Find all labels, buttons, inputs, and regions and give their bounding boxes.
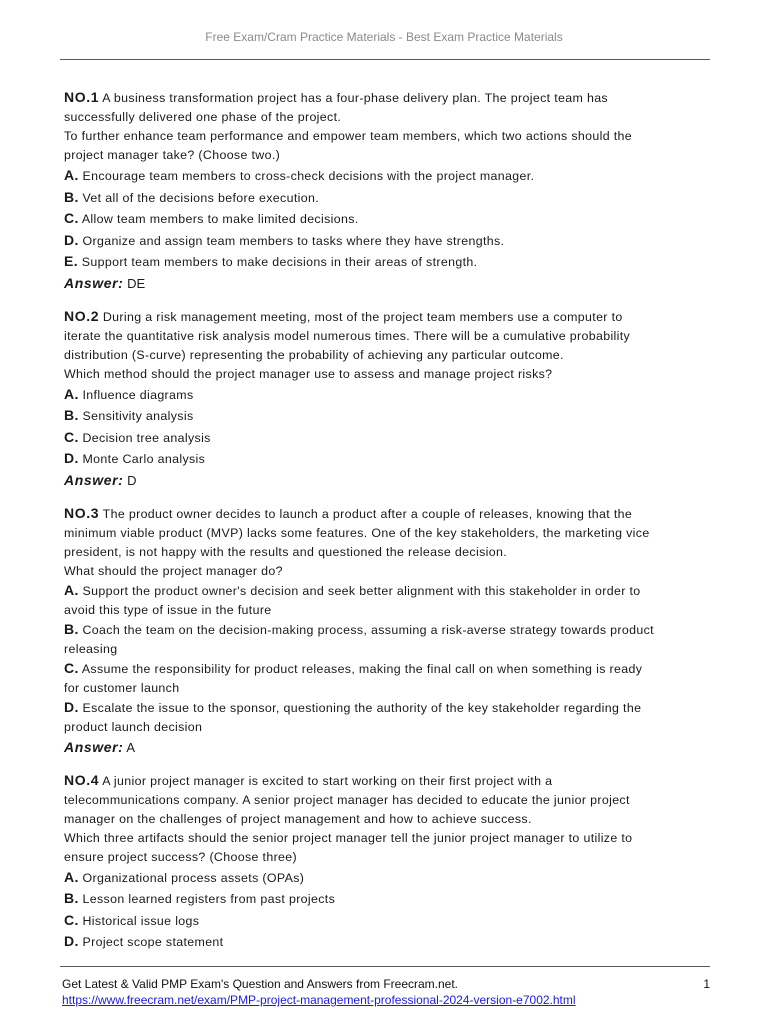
option-text: Historical issue logs [82,913,200,928]
option-letter: A. [64,868,79,885]
question-text: project manager take? (Choose two.) [64,148,281,162]
option-text: Escalate the issue to the sponsor, questioning the authority of the key stakeholder regarding the [82,700,642,715]
option-letter: D. [64,231,79,248]
option-d [64,698,704,737]
question-text: What should the project manager do? [64,563,283,578]
option-letter: D. [64,698,79,715]
option-d [64,931,704,953]
question-text: During a risk management meeting, most of the project team members use a computer to [102,309,623,324]
option-letter: A. [64,385,79,402]
option-letter: B. [64,188,79,205]
option-letter: D. [64,933,79,949]
option-text: Coach the team on the decision-making process, assuming a risk-averse strategy towards product [82,622,654,637]
option-text: Assume the responsibility for product releases, making the final call on when something is ready [81,661,643,676]
question-2 [64,307,704,491]
option-letter: C. [64,911,79,928]
option-letter: C. [64,210,79,226]
answer [64,470,704,491]
option-text-continued: for customer launch [64,680,180,695]
question-text: To further enhance team performance and empower team members, which two actions should the [64,129,633,143]
option-text: Influence diagrams [82,387,194,402]
answer-value: DE [127,275,146,291]
answer-label: Answer: [64,471,124,488]
option-letter: B. [64,407,79,423]
page-footer [62,976,710,1008]
header-divider [60,59,710,60]
page-number: 1 [703,977,710,991]
option-d [64,448,704,470]
question-text: successfully delivered one phase of the project. [64,110,342,124]
option-c [64,208,704,230]
option-letter: C. [64,659,79,676]
question-text: Which three artifacts should the senior project manager tell the junior project manager to utilize to [64,830,633,845]
answer-value: A [126,739,136,755]
footer-link[interactable]: https://www.freecram.net/exam/PMP-project-management-professional-2024-version-e7002.html [62,993,576,1007]
option-c [64,659,704,698]
option-b [64,187,704,209]
option-letter: D. [64,450,79,466]
answer-label: Answer: [64,738,124,755]
question-text: president, is not happy with the results and questioned the release decision. [64,544,507,559]
question-text: telecommunications company. A senior project manager has decided to educate the junior project [64,792,630,807]
option-d [64,230,704,252]
footer-divider [60,966,710,967]
option-a [64,867,704,889]
option-text: Encourage team members to cross-check decisions with the project manager. [82,169,535,183]
answer-label: Answer: [64,274,124,291]
question-text: A junior project manager is excited to start working on their first project with a [102,773,553,788]
question-3 [64,504,704,758]
option-letter: A. [64,581,79,598]
option-a [64,165,704,187]
question-4 [64,771,704,953]
option-b [64,620,704,659]
question-text: A business transformation project has a four-phase delivery plan. The project team has [102,91,608,105]
option-text: Support team members to make decisions in their areas of strength. [81,255,478,269]
option-letter: E. [64,253,78,269]
question-number: NO.3 [64,504,100,521]
option-text: Sensitivity analysis [82,409,194,423]
question-text: iterate the quantitative risk analysis model numerous times. There will be a cumulative probability [64,328,631,343]
question-text: ensure project success? (Choose three) [64,849,297,864]
option-letter: C. [64,428,79,445]
question-text: The product owner decides to launch a product after a couple of releases, knowing that the [102,506,633,521]
option-text: Monte Carlo analysis [82,452,206,466]
question-1 [64,88,704,294]
option-text: Project scope statement [82,935,224,949]
question-number: NO.2 [64,307,100,324]
answer-value: D [127,472,137,488]
option-text: Lesson learned registers from past projects [82,892,336,906]
option-text-continued: avoid this type of issue in the future [64,602,272,617]
question-text: manager on the challenges of project management and how to achieve success. [64,811,532,826]
footer-text: Get Latest & Valid PMP Exam's Question and Answers from Freecram.net. [62,977,459,991]
answer [64,273,704,294]
answer [64,737,704,758]
option-e [64,251,704,273]
question-number: NO.1 [64,89,100,105]
option-text: Decision tree analysis [82,430,211,445]
option-letter: B. [64,620,79,637]
question-text: minimum viable product (MVP) lacks some features. One of the key stakeholders, the marketing vice [64,525,650,540]
option-text-continued: releasing [64,641,118,656]
question-text: distribution (S-curve) representing the probability of achieving any particular outcome. [64,347,564,362]
option-text: Organize and assign team members to tasks where they have strengths. [82,233,505,248]
question-text: Which method should the project manager use to assess and manage project risks? [64,366,553,381]
option-text: Support the product owner's decision and seek better alignment with this stakeholder in order to [82,583,641,598]
option-letter: A. [64,167,79,183]
option-text-continued: product launch decision [64,719,203,734]
option-c [64,910,704,932]
option-a [64,581,704,620]
option-text: Allow team members to make limited decisions. [81,212,359,226]
page-header: Free Exam/Cram Practice Materials - Best Exam Practice Materials [205,30,563,44]
option-b [64,405,704,427]
question-number: NO.4 [64,771,100,788]
option-b [64,888,704,910]
option-a [64,384,704,406]
option-text: Organizational process assets (OPAs) [82,870,305,885]
option-letter: B. [64,890,79,906]
option-text: Vet all of the decisions before execution. [82,190,319,205]
option-c [64,427,704,449]
question-list [64,88,704,966]
